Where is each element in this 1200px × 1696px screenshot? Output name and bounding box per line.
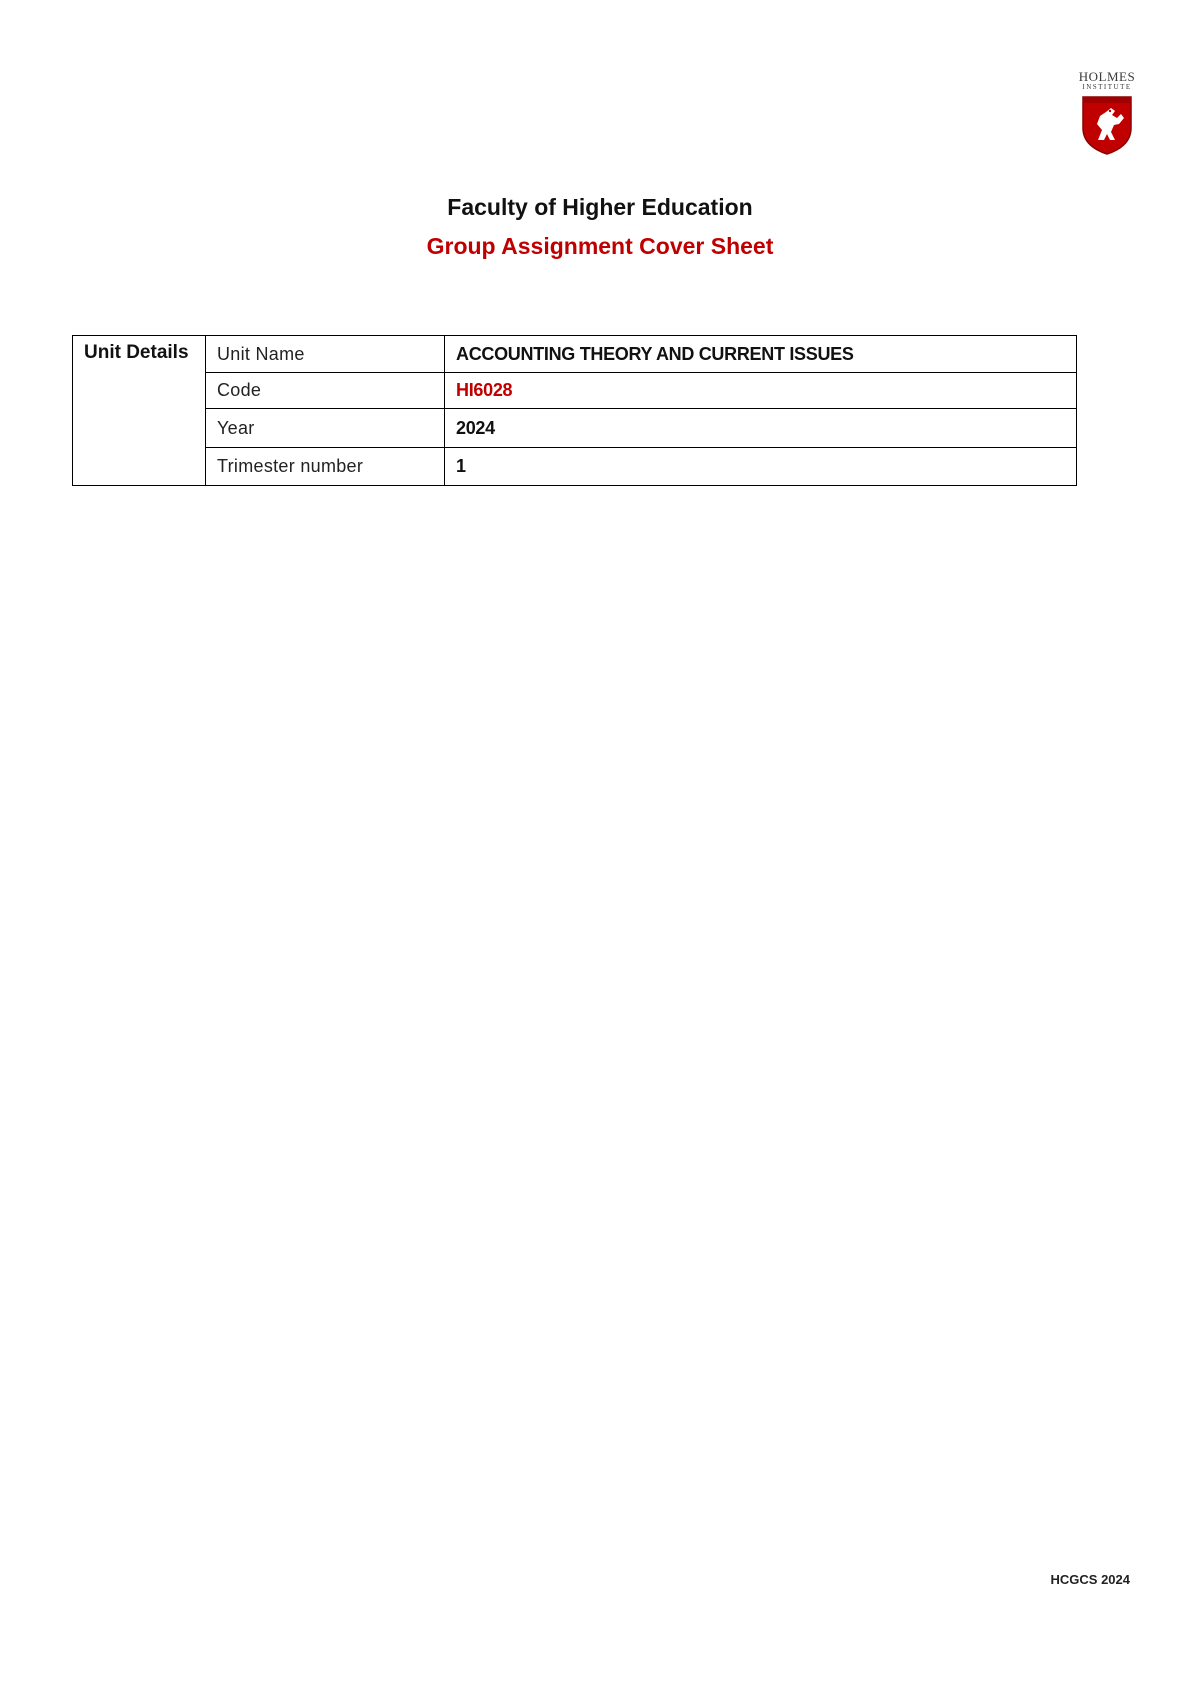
footer-code: HCGCS 2024 bbox=[1050, 1572, 1130, 1587]
griffin-shield-icon bbox=[1080, 94, 1134, 156]
year-value: 2024 bbox=[445, 409, 1077, 448]
page-title: Faculty of Higher Education bbox=[447, 194, 753, 220]
code-value: HI6028 bbox=[445, 373, 1077, 409]
year-label: Year bbox=[206, 409, 445, 448]
table-row bbox=[73, 448, 1077, 486]
table-row bbox=[73, 373, 1077, 409]
unit-details-table bbox=[72, 335, 1077, 486]
trimester-value: 1 bbox=[445, 448, 1077, 486]
holmes-logo bbox=[1074, 70, 1140, 162]
unit-name-label: Unit Name bbox=[206, 336, 445, 373]
table-row bbox=[73, 336, 1077, 373]
unit-name-value: ACCOUNTING THEORY AND CURRENT ISSUES bbox=[445, 336, 1077, 373]
code-label: Code bbox=[206, 373, 445, 409]
unit-details-section-label: Unit Details bbox=[73, 336, 206, 486]
table-row bbox=[73, 409, 1077, 448]
logo-line-1: HOLMES bbox=[1078, 69, 1136, 84]
trimester-label: Trimester number bbox=[206, 448, 445, 486]
page-subtitle: Group Assignment Cover Sheet bbox=[426, 233, 774, 259]
logo-wordmark bbox=[1074, 70, 1140, 91]
logo-line-2: INSTITUTE bbox=[1082, 83, 1132, 91]
